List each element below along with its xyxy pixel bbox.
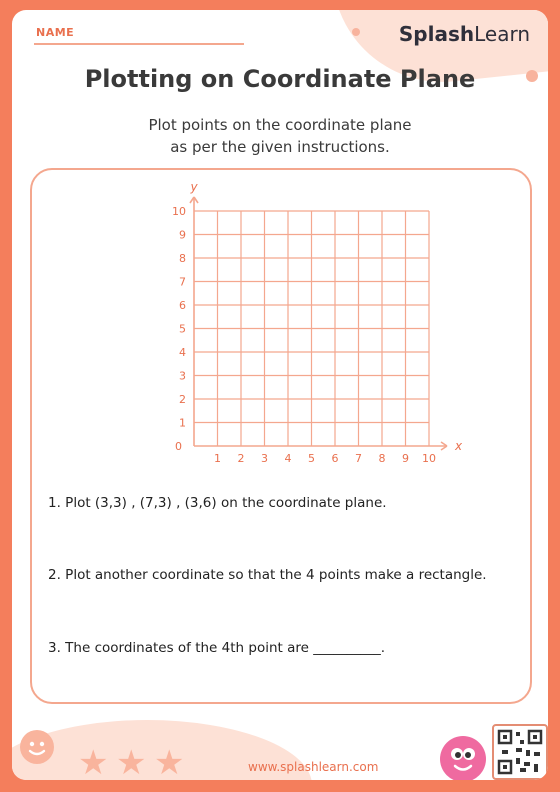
x-tick-label: 3 bbox=[261, 452, 268, 465]
question-1: 1. Plot (3,3) , (7,3) , (3,6) on the coordinate plane. bbox=[48, 495, 387, 511]
origin-label: 0 bbox=[175, 440, 182, 453]
y-tick-label: 3 bbox=[179, 369, 186, 383]
x-axis-label: x bbox=[455, 439, 462, 453]
worksheet-page bbox=[12, 10, 548, 780]
mascot-icon bbox=[440, 736, 486, 780]
x-tick-label: 6 bbox=[331, 452, 339, 465]
x-tick-label: 7 bbox=[355, 452, 362, 465]
y-tick-label: 9 bbox=[179, 228, 186, 242]
star-icon: ★ bbox=[78, 743, 109, 780]
y-tick-label: 7 bbox=[179, 275, 186, 289]
instructions-line-2: as per the given instructions. bbox=[170, 138, 390, 156]
qr-code-icon bbox=[492, 724, 548, 780]
logo-main-text: Splash bbox=[398, 22, 475, 46]
x-tick-label: 4 bbox=[284, 452, 292, 465]
instructions-line-1: Plot points on the coordinate plane bbox=[148, 116, 412, 134]
instructions bbox=[12, 114, 548, 158]
x-tick-label: 2 bbox=[237, 452, 245, 465]
y-tick-label: 8 bbox=[179, 252, 186, 265]
x-tick-label: 8 bbox=[378, 452, 386, 465]
x-tick-label: 9 bbox=[402, 452, 409, 465]
y-tick-label: 4 bbox=[179, 346, 186, 359]
x-tick-label: 10 bbox=[422, 452, 436, 465]
brand-logo bbox=[399, 22, 530, 46]
page-title: Plotting on Coordinate Plane bbox=[84, 65, 476, 93]
star-icon: ★ bbox=[154, 743, 185, 780]
name-label: NAME bbox=[36, 26, 75, 39]
question-3: 3. The coordinates of the 4th point are __________. bbox=[48, 640, 386, 656]
logo-light-text: Learn bbox=[474, 22, 530, 46]
decorative-dot bbox=[352, 28, 360, 36]
x-tick-label: 1 bbox=[214, 452, 221, 465]
footer-url[interactable]: www.splashlearn.com bbox=[248, 760, 379, 774]
y-tick-label: 2 bbox=[179, 393, 186, 406]
y-tick-label: 1 bbox=[179, 416, 186, 430]
x-tick-label: 5 bbox=[308, 452, 315, 465]
name-input-line[interactable] bbox=[34, 43, 244, 45]
y-tick-label: 5 bbox=[179, 322, 186, 336]
smiley-icon bbox=[20, 730, 54, 764]
star-icon: ★ bbox=[116, 743, 147, 780]
y-tick-label: 6 bbox=[179, 299, 186, 312]
question-2: 2. Plot another coordinate so that the 4 points make a rectangle. bbox=[48, 567, 487, 583]
y-tick-label: 10 bbox=[172, 205, 186, 218]
coordinate-plane[interactable] bbox=[152, 182, 462, 472]
y-axis-label: y bbox=[190, 182, 198, 194]
